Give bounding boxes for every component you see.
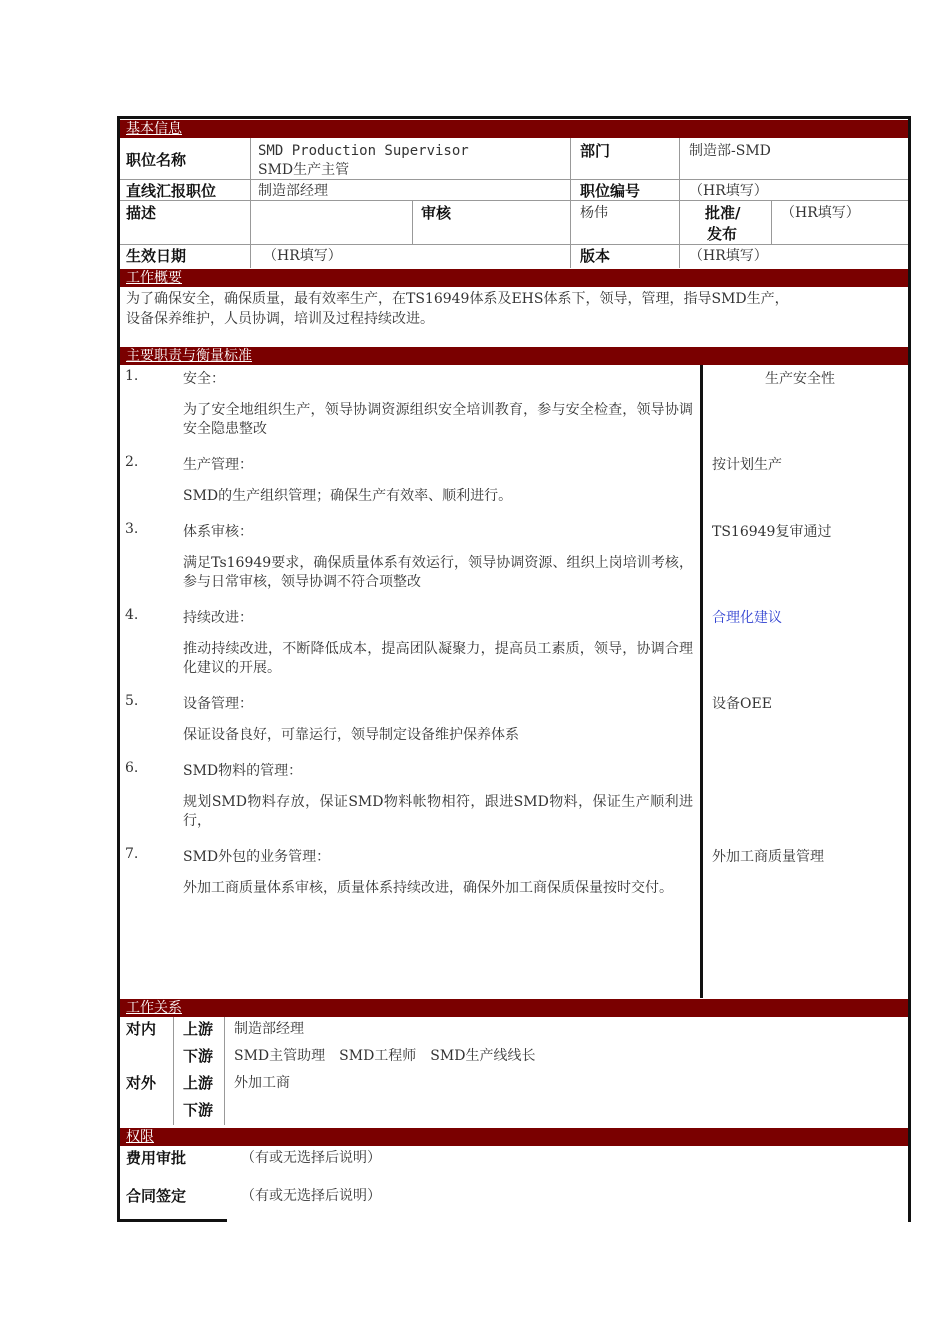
duty-number: 3. [125, 521, 139, 537]
duty-title: 体系审核： [183, 524, 253, 540]
review-value: 杨伟 [580, 205, 608, 221]
review-label: 审核 [421, 204, 452, 222]
duty-number: 4. [125, 607, 139, 623]
summary-text-line1: 为了确保安全，确保质量，最有效率生产，在TS16949体系及EHS体系下，领导，管理，指导SMD生产， [126, 291, 789, 307]
version-value: （HR填写） [689, 248, 768, 264]
duty-title: SMD外包的业务管理： [183, 849, 331, 865]
report-to-label: 直线汇报职位 [126, 182, 217, 200]
internal-downstream-value: SMD主管助理 SMD工程师 SMD生产线线长 [234, 1048, 536, 1064]
duty-number: 6. [125, 760, 139, 776]
divider [771, 200, 772, 244]
describe-label: 描述 [126, 204, 157, 222]
divider [173, 1017, 174, 1125]
duty-number: 7. [125, 846, 139, 862]
duty-title: SMD物料的管理： [183, 763, 303, 779]
duty-description: 推动持续改进，不断降低成本，提高团队凝聚力，提高员工素质，领导，协调合理化建议的开展。 [183, 641, 693, 676]
position-name-en: SMD Production Supervisor [258, 143, 469, 159]
duty-number: 1. [125, 368, 139, 384]
internal-upstream-value: 制造部经理 [234, 1021, 304, 1037]
approve-label-line1: 批准/ [705, 204, 741, 222]
department-value: 制造部-SMD [689, 143, 771, 159]
section-header-relations: 工作关系 [120, 999, 908, 1017]
frame-bottom-border [117, 1219, 227, 1222]
divider [412, 200, 413, 244]
duty-number: 2. [125, 454, 139, 470]
divider [250, 138, 251, 268]
duty-metric: 外加工商质量管理 [712, 849, 824, 865]
approve-value: （HR填写） [781, 205, 860, 221]
duty-title: 安全： [183, 371, 225, 387]
divider [120, 200, 908, 201]
department-label: 部门 [580, 142, 611, 160]
duty-description: 满足Ts16949要求，确保质量体系有效运行，领导协调资源、组织上岗培训考核，参与日常审核，领导协调不符合项整改 [183, 555, 693, 590]
effective-date-label: 生效日期 [126, 247, 187, 265]
divider [570, 138, 571, 268]
duty-description: 外加工商质量体系审核，质量体系持续改进，确保外加工商保质保量按时交付。 [183, 880, 673, 896]
version-label: 版本 [580, 247, 611, 265]
duty-description: 保证设备良好，可靠运行，领导制定设备维护保养体系 [183, 727, 519, 743]
internal-upstream-label: 上游 [183, 1020, 214, 1038]
expense-approval-value: （有或无选择后说明） [241, 1150, 381, 1166]
section-header-duties: 主要职责与衡量标准 [120, 347, 908, 365]
duty-title: 持续改进： [183, 610, 253, 626]
section-header-authority: 权限 [120, 1128, 908, 1146]
frame-right-border [908, 116, 911, 1222]
duty-metric: TS16949复审通过 [712, 524, 832, 540]
approve-label-line2: 发布 [707, 225, 738, 243]
position-name-label: 职位名称 [126, 151, 187, 169]
duty-description: 规划SMD物料存放，保证SMD物料帐物相符，跟进SMD物料，保证生产顺利进行， [183, 794, 693, 829]
external-label: 对外 [126, 1074, 157, 1092]
job-description-form [117, 116, 911, 1222]
duties-divider [700, 365, 703, 998]
metric-header: 生产安全性 [765, 371, 835, 387]
contract-signing-label: 合同签定 [126, 1187, 187, 1205]
summary-text-line2: 设备保养维护，人员协调，培训及过程持续改进。 [126, 311, 434, 327]
divider [224, 1017, 225, 1125]
internal-label: 对内 [126, 1020, 157, 1038]
duty-title: 生产管理： [183, 457, 253, 473]
section-header-basic-info: 基本信息 [120, 120, 908, 138]
divider [679, 138, 680, 268]
duty-metric: 设备OEE [712, 696, 772, 712]
duty-metric: 合理化建议 [712, 610, 782, 626]
expense-approval-label: 费用审批 [126, 1149, 187, 1167]
position-code-label: 职位编号 [580, 182, 641, 200]
external-upstream-value: 外加工商 [234, 1075, 290, 1091]
internal-downstream-label: 下游 [183, 1047, 214, 1065]
contract-signing-value: （有或无选择后说明） [241, 1188, 381, 1204]
divider [120, 179, 908, 180]
duty-title: 设备管理： [183, 696, 253, 712]
duty-number: 5. [125, 693, 139, 709]
position-name-cn: SMD生产主管 [258, 162, 350, 178]
effective-date-value: （HR填写） [263, 248, 342, 264]
duty-metric: 按计划生产 [712, 457, 782, 473]
duty-description: SMD的生产组织管理；确保生产有效率、顺利进行。 [183, 488, 513, 504]
external-downstream-label: 下游 [183, 1101, 214, 1119]
divider [120, 244, 908, 245]
report-to-value: 制造部经理 [258, 183, 328, 199]
section-header-summary: 工作概要 [120, 269, 908, 287]
external-upstream-label: 上游 [183, 1074, 214, 1092]
duty-description: 为了安全地组织生产，领导协调资源组织安全培训教育，参与安全检查，领导协调安全隐患整改 [183, 402, 693, 437]
frame-top-border [117, 116, 911, 119]
position-code-value: （HR填写） [689, 183, 768, 199]
